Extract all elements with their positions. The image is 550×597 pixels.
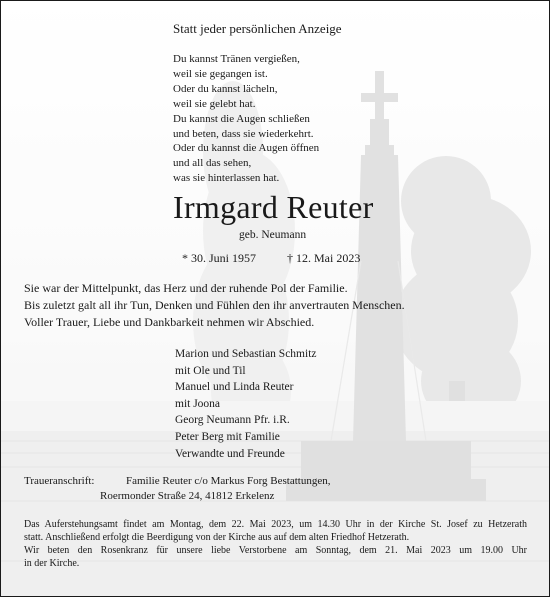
maiden-name: geb. Neumann <box>239 229 307 241</box>
tribute-line: Sie war der Mittelpunkt, das Herz und der ruhende Pol der Familie. <box>24 281 348 295</box>
poem-line: Du kannst die Augen schließen <box>173 112 310 125</box>
poem-line: weil sie gegangen ist. <box>173 67 268 80</box>
mourner-line: Georg Neumann Pfr. i.R. <box>175 414 290 427</box>
tribute-line: Voller Trauer, Liebe und Dankbarkeit nehmen wir Abschied. <box>24 315 315 329</box>
notice-line: Wir beten den Rosenkranz für unsere liebe Verstorbene am Sonntag, dem 21. Mai 2023 um 19.00 Uhr <box>24 545 527 556</box>
address-label: Traueranschrift: <box>24 475 95 487</box>
tribute-text <box>24 280 405 331</box>
mourner-line: Marion und Sebastian Schmitz <box>175 348 317 360</box>
notice-line: Das Auferstehungsamt findet am Montag, dem 22. Mai 2023, um 14.30 Uhr in der Kirche St. Josef zu Hetzerath <box>24 519 527 530</box>
address-line-1: Familie Reuter c/o Markus Forg Bestattungen, <box>126 475 331 487</box>
poem-line: Oder du kannst lächeln, <box>173 82 278 95</box>
mourners-list <box>175 346 317 462</box>
tribute-line: Bis zuletzt galt all ihr Tun, Denken und Fühlen den ihr anvertrauten Menschen. <box>24 298 405 312</box>
mourner-line: Manuel und Linda Reuter <box>175 381 294 394</box>
address-line-2: Roermonder Straße 24, 41812 Erkelenz <box>100 490 275 502</box>
mourner-line: mit Ole und Til <box>175 364 246 377</box>
poem-line: und all das sehen, <box>173 157 252 170</box>
notice-line: in der Kirche. <box>24 558 80 569</box>
poem <box>173 52 319 186</box>
poem-line: Oder du kannst die Augen öffnen <box>173 142 320 155</box>
poem-line: weil sie gelebt hat. <box>173 97 256 110</box>
poem-line: und beten, dass sie wiederkehrt. <box>173 127 314 140</box>
birth-date: * 30. Juni 1957 <box>182 251 257 265</box>
intro-line: Statt jeder persönlichen Anzeige <box>173 21 342 36</box>
death-date: † 12. Mai 2023 <box>287 251 361 265</box>
poem-line: was sie hinterlassen hat. <box>173 172 280 185</box>
mourner-line: mit Joona <box>175 397 221 410</box>
mourner-line: Peter Berg mit Familie <box>175 430 280 443</box>
mourner-line: Verwandte und Freunde <box>175 447 285 460</box>
deceased-name: Irmgard Reuter <box>173 189 374 225</box>
funeral-notice <box>24 518 527 570</box>
poem-line: Du kannst Tränen vergießen, <box>173 53 300 65</box>
notice-line: statt. Anschließend erfolgt die Beerdigung von der Kirche aus auf dem alten Friedhof Hetzerath. <box>24 532 410 543</box>
